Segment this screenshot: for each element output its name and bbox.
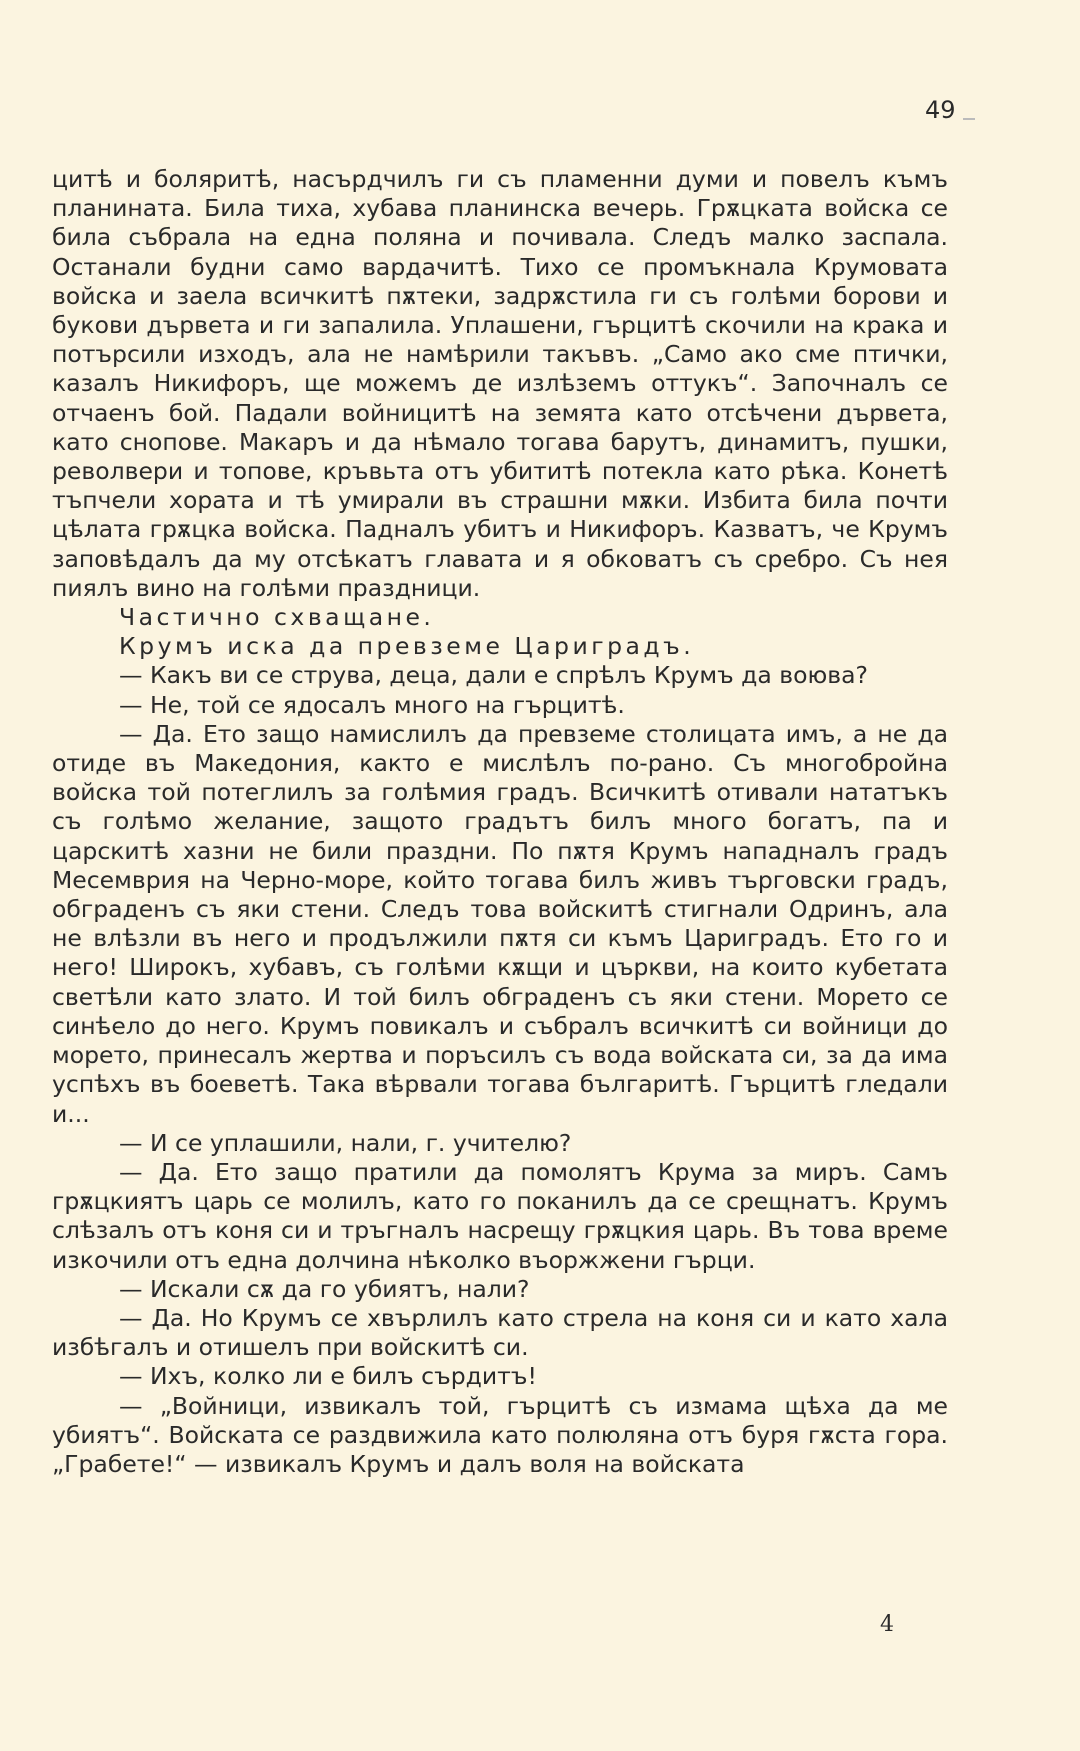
dialogue-line: — Какъ ви се струва, деца, дали е спрѣлъ Крумъ да воюва?: [119, 661, 869, 690]
page-number: 49: [925, 96, 956, 124]
dialogue-line: — Искали сѫ да го убиятъ, нали?: [119, 1274, 530, 1303]
body-text: [52, 165, 948, 1479]
dialogue-line: — И се уплашили, нали, г. учителю?: [119, 1128, 572, 1157]
dialogue-line: — Не, той се ядосалъ много на гърцитѣ.: [119, 690, 625, 719]
dialogue-line: — Да. Ето защо намислилъ да превземе столицата имъ, а не да отиде въ Македония, както е мислѣлъ по-рано. Съ многобройна войска той потеглилъ за голѣмия градъ. Всичкитѣ отивали нататъкъ съ голѣмо желание, защото градътъ билъ много богатъ, па и царскитѣ хазни не били праздни. По пѫтя Крумъ нападналъ градъ Месемврия на Черно-море, който тогава билъ живъ търговски градъ, обграденъ съ яки стени. Следъ това войскитѣ стигнали Одринъ, ала не влѣзли въ него и продължили пѫтя си къмъ Цариградъ. Ето го и него! Широкъ, хубавъ, съ голѣми кѫщи и църкви, на които кубетата светѣли като злато. И той билъ обграденъ съ яки стени. Морето се синѣело до него. Крумъ повикалъ и събралъ всичкитѣ си войници до морето, принесалъ жертва и поръсилъ съ вода войската си, за да има успѣхъ въ боеветѣ. Така вѣрвали тогава българитѣ. Гърцитѣ гледали и...: [52, 719, 948, 1128]
paragraph: цитѣ и боляритѣ, насърдчилъ ги съ пламенни думи и повелъ къмъ планината. Била тиха, хубава планинска вечерь. Грѫцката войска се била събрала на една поляна и почивала. Следъ малко заспала. Останали будни само вардачитѣ. Тихо се промъкнала Крумовата войска и заела всичкитѣ пѫтеки, задрѫстила ги съ голѣми борови и букови дървета и ги запалила. Уплашени, гърцитѣ скочили на крака и потърсили изходъ, ала не намѣрили такъвъ. „Само ако сме птички, казалъ Никифоръ, ще можемъ де излѣземъ оттукъ“. Започналъ се отчаенъ бой. Падали войницитѣ на земята като отсѣчени дървета, като снопове. Макаръ и да нѣмало тогава барутъ, динамитъ, пушки, револвери и топове, кръвьта отъ убититѣ потекла като рѣка. Конетѣ тъпчели хората и тѣ умирали въ страшни мѫки. Избита била почти цѣлата грѫцка войска. Падналъ убитъ и Никифоръ. Казватъ, че Крумъ заповѣдалъ да му отсѣкатъ главата и я обковатъ съ сребро. Съ нея пиялъ вино на голѣми праздници.: [52, 165, 948, 602]
dialogue-line: — Да. Ето защо пратили да помолятъ Крума за миръ. Самъ грѫцкиятъ царь се молилъ, като го поканилъ да се срещнатъ. Крумъ слѣзалъ отъ коня си и тръгналъ насрещу грѫцкия царь. Въ това време изкочили отъ една долчина нѣколко въоржжени гърци.: [52, 1157, 948, 1274]
signature-mark: 4: [880, 1612, 894, 1637]
dialogue-line: — Ихъ, колко ли е билъ сърдитъ!: [119, 1362, 537, 1391]
section-heading: Крумъ иска да превземе Цариградъ.: [119, 632, 695, 661]
section-heading: Частично схващане.: [119, 603, 435, 632]
dialogue-line: — Да. Но Крумъ се хвърлилъ като стрела на коня си и като хала избѣгалъ и отишелъ при войскитѣ си.: [52, 1303, 948, 1362]
dialogue-line: — „Войници, извикалъ той, гърцитѣ съ измама щѣха да ме убиятъ“. Войската се раздвижила като полюляна отъ буря гѫста гора. „Грабете!“ — извикалъ Крумъ и далъ воля на войската: [52, 1391, 948, 1478]
